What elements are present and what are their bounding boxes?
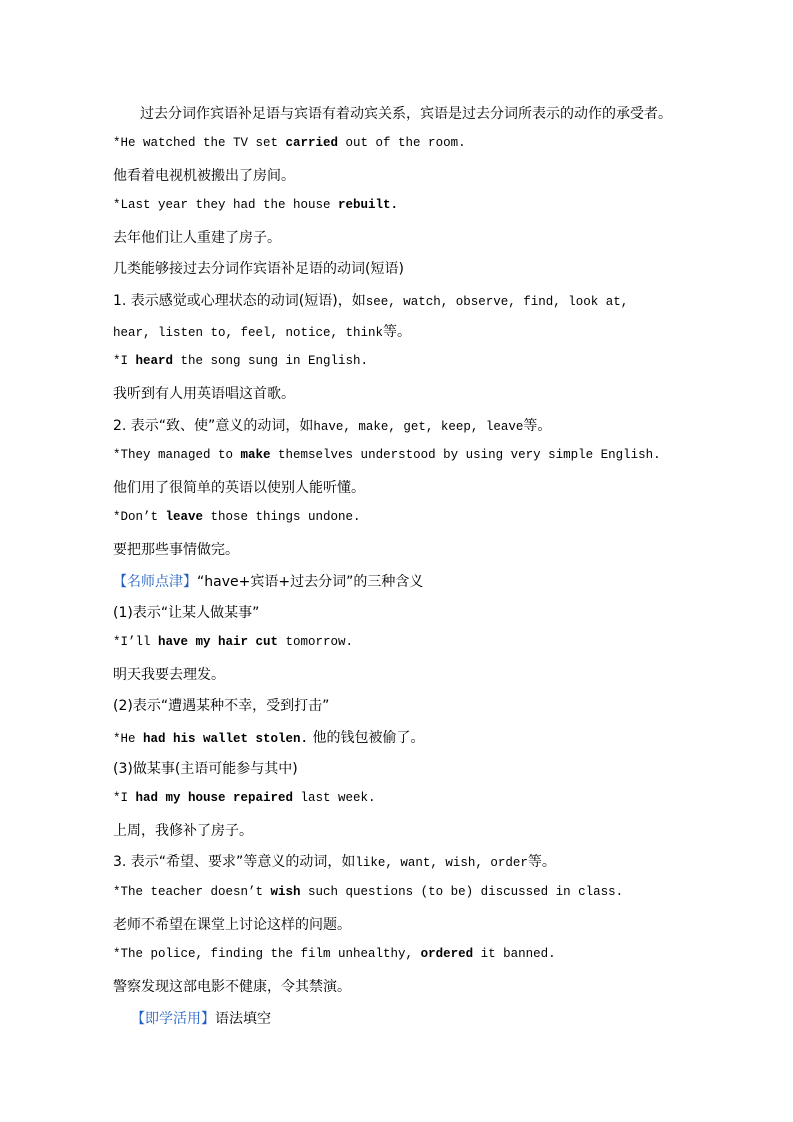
verb-list: hear, listen to, feel, notice, think [113, 326, 384, 340]
verb-list: have, make, get, keep, leave [313, 420, 524, 434]
example-text: *I [113, 791, 136, 805]
list-item-3 [113, 851, 556, 871]
intro-text: 过去分词作宾语补足语与宾语有着动宾关系，宾语是过去分词所表示的动作的承受者。 [140, 106, 672, 122]
example-keyword: make [240, 448, 271, 462]
sub-point-text: (1)表示“让某人做某事” [113, 605, 260, 621]
example-text: *They managed to [113, 448, 241, 462]
example-text: *He [113, 732, 144, 746]
tip-tag: 【名师点津】 [113, 574, 197, 590]
sub-point-text: (2)表示“遭遇某种不幸，受到打击” [113, 698, 330, 714]
translation-text: 警察发现这部电影不健康，令其禁演。 [113, 979, 351, 995]
example-4-translation [113, 477, 365, 497]
translation-text: 去年他们让人重建了房子。 [113, 230, 281, 246]
example-4 [113, 448, 661, 462]
example-text: *The police, finding the film unhealthy, [113, 947, 421, 961]
sub-point-1 [113, 602, 259, 622]
example-text: those things undone. [203, 510, 361, 524]
example-3-translation [113, 383, 295, 403]
translation-text: 他看着电视机被搬出了房间。 [113, 168, 295, 184]
example-9 [113, 885, 623, 899]
example-keyword: had his wallet stolen. [143, 732, 309, 746]
example-1 [113, 136, 466, 150]
example-text: *Don’t [113, 510, 166, 524]
practice-text: 语法填空 [215, 1011, 271, 1027]
example-keyword: ordered [420, 947, 474, 961]
example-10 [113, 947, 556, 961]
sub-point-2 [113, 695, 329, 715]
example-1-translation [113, 165, 295, 185]
list-item-text: 1. 表示感觉或心理状态的动词(短语)，如 [113, 293, 366, 309]
example-keyword: carried [285, 136, 339, 150]
practice-tag: 【即学活用】 [131, 1011, 215, 1027]
example-keyword: have my hair cut [158, 635, 279, 649]
list-item-1 [113, 290, 628, 310]
translation-text: 老师不希望在课堂上讨论这样的问题。 [113, 917, 351, 933]
example-text: last week. [293, 791, 376, 805]
example-5-translation [113, 539, 239, 559]
verb-list: like, want, wish, order [355, 856, 528, 870]
tip-text: “have+宾语+过去分词”的三种含义 [197, 574, 424, 590]
example-keyword: had my house repaired [135, 791, 294, 805]
example-text: the song sung in English. [173, 354, 369, 368]
translation-text: 他们用了很简单的英语以使别人能听懂。 [113, 480, 365, 496]
example-keyword: leave [165, 510, 204, 524]
example-3 [113, 354, 368, 368]
intro-paragraph [140, 103, 672, 123]
example-text: it banned. [473, 947, 556, 961]
example-text: themselves understood by using very simple English. [270, 448, 661, 462]
example-text: *I [113, 354, 136, 368]
example-text: *I’ll [113, 635, 159, 649]
example-10-translation [113, 976, 351, 996]
translation-text: 他的钱包被偷了。 [308, 730, 425, 746]
list-item-text: 等。 [383, 324, 412, 340]
example-6-translation [113, 664, 225, 684]
section-heading-verbs [113, 258, 404, 278]
list-item-text: 3. 表示“希望、要求”等意义的动词，如 [113, 854, 356, 870]
tip-heading [113, 571, 423, 591]
sub-point-3 [113, 758, 298, 778]
example-5 [113, 510, 361, 524]
translation-text: 上周，我修补了房子。 [113, 823, 253, 839]
translation-text: 明天我要去理发。 [113, 667, 225, 683]
list-item-text: 2. 表示“致、使”意义的动词，如 [113, 418, 314, 434]
example-text: *The teacher doesn’t [113, 885, 271, 899]
list-item-1-continued [113, 321, 411, 341]
example-keyword: heard [135, 354, 174, 368]
example-text: *Last year they had the house [113, 198, 339, 212]
translation-text: 我听到有人用英语唱这首歌。 [113, 386, 295, 402]
example-8 [113, 791, 376, 805]
example-8-translation [113, 820, 253, 840]
example-text: *He watched the TV set [113, 136, 286, 150]
example-2-translation [113, 227, 281, 247]
list-item-text: 等。 [523, 418, 552, 434]
verb-list: see, watch, observe, find, look at, [365, 295, 629, 309]
example-text: out of the room. [338, 136, 466, 150]
example-9-translation [113, 914, 351, 934]
example-2 [113, 198, 398, 212]
example-7 [113, 727, 425, 747]
list-item-2 [113, 415, 551, 435]
list-item-text: 等。 [527, 854, 556, 870]
example-keyword: wish [270, 885, 301, 899]
example-keyword: rebuilt. [338, 198, 399, 212]
heading-text: 几类能够接过去分词作宾语补足语的动词(短语) [113, 261, 404, 277]
example-text: such questions (to be) discussed in class. [300, 885, 624, 899]
sub-point-text: (3)做某事(主语可能参与其中) [113, 761, 298, 777]
practice-heading [131, 1008, 271, 1028]
translation-text: 要把那些事情做完。 [113, 542, 239, 558]
example-6 [113, 635, 353, 649]
example-text: tomorrow. [278, 635, 354, 649]
